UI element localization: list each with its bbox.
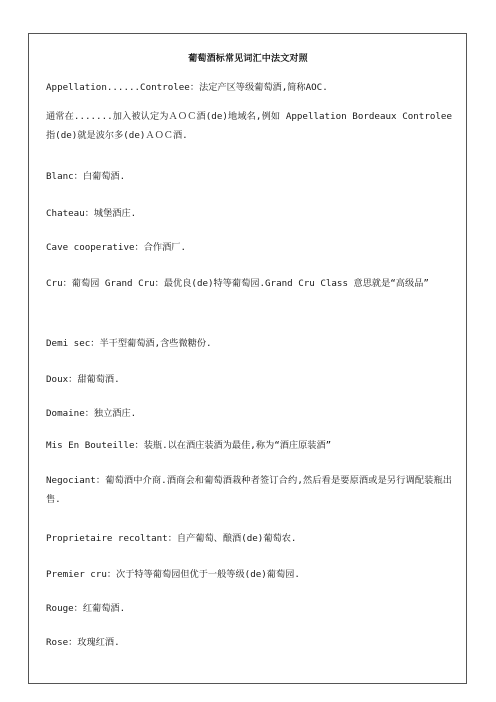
glossary-entry-proprietaire-recoltant: Proprietaire recoltant：自产葡萄、酿酒(de)葡萄农. — [46, 533, 297, 544]
glossary-entry-mis-en-bouteille: Mis En Bouteille：装瓶.以在酒庄装酒为最佳,称为“酒庄原装酒” — [46, 440, 332, 451]
glossary-entry-aoc-note: 通常在.......加入被认定为ＡＯＣ酒(de)地域名,例如 Appellation Bordeaux Controlee指(de)就是波尔多(de)ＡＯＣ酒. — [46, 111, 452, 141]
glossary-entry-premier-cru: Premier cru：次于特等葡萄园但优于一般等级(de)葡萄园. — [46, 569, 300, 580]
glossary-entry-rouge: Rouge：红葡萄酒. — [46, 603, 126, 614]
glossary-entry-cru: Cru：葡萄园 Grand Cru：最优良(de)特等葡萄园.Grand Cru Class 意思就是“高级品” — [46, 278, 429, 289]
page-title: 葡萄酒标常见词汇中法文对照 — [188, 54, 308, 64]
glossary-entry-chateau: Chateau：城堡酒庄. — [46, 208, 137, 219]
glossary-entry-cave-cooperative: Cave cooperative：合作酒厂. — [46, 242, 186, 253]
glossary-entry-doux: Doux：甜葡萄酒. — [46, 374, 120, 385]
glossary-entry-negociant: Negociant：葡萄酒中介商.酒商会和葡萄酒栽种者签订合约,然后看是要原酒或是另行调配装瓶出售. — [46, 475, 452, 505]
glossary-entry-rose: Rose：玫瑰红酒. — [46, 637, 120, 648]
glossary-entry-appellation: Appellation......Controlee：法定产区等级葡萄酒,简称AOC. — [46, 82, 328, 93]
glossary-entry-demi-sec: Demi sec：半干型葡萄酒,含些微糖份. — [46, 338, 212, 349]
glossary-entry-blanc: Blanc：白葡萄酒. — [46, 171, 126, 182]
glossary-entry-domaine: Domaine：独立酒庄. — [46, 408, 137, 419]
